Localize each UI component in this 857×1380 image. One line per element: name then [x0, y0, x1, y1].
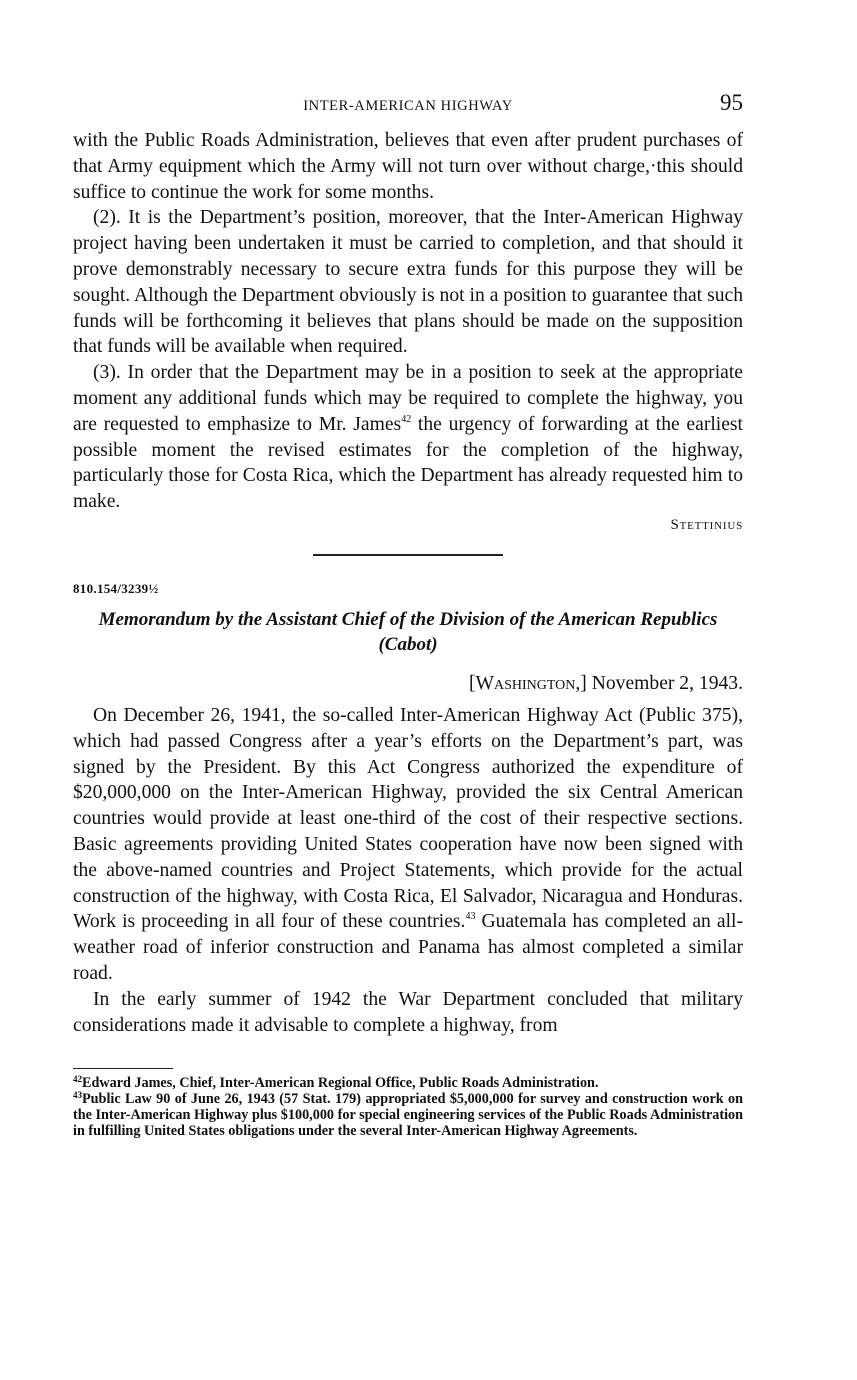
dateline-date: November 2, 1943. — [586, 672, 743, 694]
memo-paragraph-1 — [73, 703, 743, 987]
footnote-divider — [73, 1068, 173, 1069]
footnote-42 — [73, 1075, 743, 1091]
page-number: 95 — [720, 90, 743, 115]
footnotes — [73, 1075, 743, 1139]
signature: Stettinius — [670, 516, 743, 533]
document-title: Memorandum by the Assistant Chief of the Division of the American Republics (Cabot) — [98, 608, 718, 655]
memo-paragraph-2: In the early summer of 1942 the War Department concluded that military considerations made it advisable to complete a highway, from — [73, 988, 743, 1036]
memo-paragraph-1-text-b: Guatemala has completed an all-weather road of inferior construction and Panama has almost completed a similar road. — [73, 911, 743, 984]
footnote-ref-43[interactable]: 43 — [465, 911, 476, 923]
running-title: INTER-AMERICAN HIGHWAY — [303, 98, 513, 114]
footnote-ref-42[interactable]: 42 — [401, 413, 412, 425]
dateline — [73, 673, 743, 695]
footnote-43 — [73, 1091, 743, 1139]
letter-paragraph-3-text-a: (3). In order that the Department may be in a position to seek at the appropriate moment any additional funds which may be required to complete the highway, you are requested to emphasize to Mr. James — [73, 362, 743, 435]
letter-paragraph-2: (2). It is the Department’s position, moreover, that the Inter-American Highway project having been undertaken it must be carried to completion, and that should it prove demonstrably necessary to secure extra funds for this purpose they will be sought. Although the Department obviously is not in a position to guarantee that such funds will be forthcoming it believes that plans should be made on the supposition that funds will be available when required. — [73, 207, 743, 358]
footnote-42-text: Edward James, Chief, Inter-American Regional Office, Public Roads Administration. — [82, 1075, 599, 1092]
footnote-43-text: Public Law 90 of June 26, 1943 (57 Stat. 179) appropriated $5,000,000 for survey and construction work on the Inter-American Highway plus $100,000 for special engineering services of the Public Roads Administration in fulfilling United States obligations under the several Inter-American Highway Agreements. — [73, 1091, 743, 1140]
footnote-42-marker: 42 — [73, 1074, 82, 1085]
letter-paragraph-1: with the Public Roads Administration, believes that even after prudent purchases of that Army equipment which the Army will not turn over without charge,·this should suffice to continue the work for some months. — [73, 130, 743, 203]
memo-paragraph-1-text-a: On December 26, 1941, the so-called Inter-American Highway Act (Public 375), which had passed Congress after a year’s efforts on the Department’s part, was signed by the President. By this Act Congress authorized the expenditure of $20,000,000 on the Inter-American Highway, provided the six Central American countries would provide at least one-third of the cost of their respective sections. Basic agreements providing United States cooperation have now been signed with the above-named countries and Project Statements, which provide for the actual construction of the highway, with Costa Rica, El Salvador, Nicaragua and Honduras. Work is proceeding in all four of these countries. — [73, 704, 743, 933]
letter-paragraph-3-text-b: the urgency of forwarding at the earliest possible moment the revised estimates for the completion of the highway, particularly those for Costa Rica, which the Department has already requested him to make. — [73, 413, 743, 513]
file-number: 810.154/3239½ — [73, 580, 159, 596]
footnote-43-marker: 43 — [73, 1090, 82, 1101]
dateline-place: [Washington,] — [468, 672, 587, 694]
running-head — [73, 88, 743, 128]
letter-paragraph-3 — [73, 360, 743, 515]
section-divider — [313, 554, 503, 556]
document-page — [73, 88, 743, 1139]
